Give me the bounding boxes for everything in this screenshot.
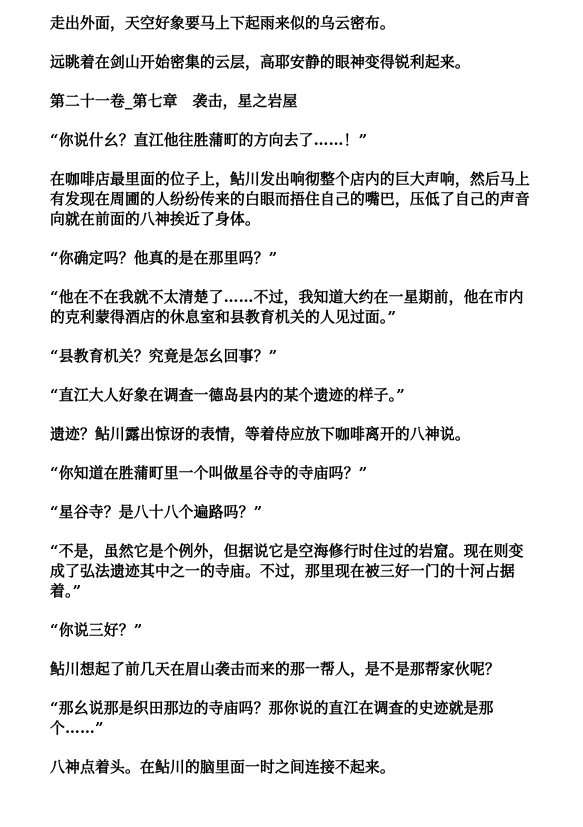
paragraph: “你知道在胜蒲町里一个叫做星谷寺的寺庙吗？” <box>50 465 368 482</box>
paragraph: “你确定吗？他真的是在那里吗？” <box>50 250 278 267</box>
paragraph: “你说三好？” <box>50 622 143 639</box>
paragraph: 鲇川想起了前几天在眉山袭击而来的那一帮人，是不是那帮家伙呢？ <box>50 661 500 678</box>
paragraph: “那幺说那是织田那边的寺庙吗？那你说的直江在调查的史迹就是那个……” <box>50 700 494 737</box>
paragraph: “星谷寺？是八十八个遍路吗？” <box>50 504 263 521</box>
chapter-heading: 第二十一卷_第七章 袭击，星之岩屋 <box>50 93 298 110</box>
paragraph: 遗迹？鲇川露出惊讶的表情，等着侍应放下咖啡离开的八神说。 <box>50 426 470 443</box>
paragraph: 在咖啡店最里面的位子上，鲇川发出响彻整个店内的巨大声响，然后马上有发现在周圃的人纷纷传来的白眼而捂住自己的嘴巴，压低了自己的声音向就在前面的八神挨近了身体。 <box>50 171 530 228</box>
paragraph: “不是，虽然它是个例外，但据说它是空海修行时住过的岩窟。现在则变成了弘法遗迹其中之一的寺庙。不过，那里现在被三好一门的十河占据着。” <box>50 543 524 600</box>
paragraph: 八神点着头。在鲇川的脑里面一时之间连接不起来。 <box>50 759 395 776</box>
paragraph: “他在不在我就不太清楚了……不过，我知道大约在一星期前，他在市内的克利蒙得酒店的休息室和县教育机关的人见过面。” <box>50 289 524 326</box>
paragraph: 远眺着在剑山开始密集的云层，高耶安静的眼神变得锐利起来。 <box>50 54 470 71</box>
paragraph: “直江大人好象在调查一德岛县内的某个遗迹的样子。” <box>50 387 405 404</box>
paragraph: “县教育机关？究竟是怎幺回事？” <box>50 348 278 365</box>
paragraph: 走出外面，天空好象要马上下起雨来似的乌云密布。 <box>50 15 395 32</box>
paragraph: “你说什幺？直江他往胜蒲町的方向去了……！” <box>50 132 368 149</box>
